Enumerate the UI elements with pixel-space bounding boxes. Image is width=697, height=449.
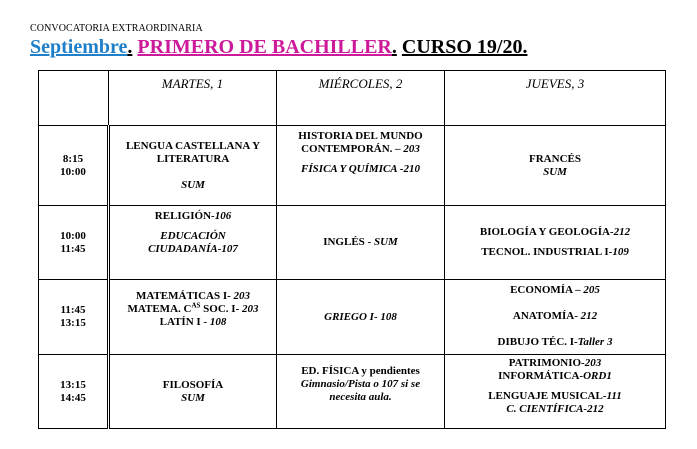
exam-subject: HISTORIA DEL MUNDO CONTEMPORÁN. xyxy=(298,130,423,155)
exam-subject-2: MATEMA. C xyxy=(127,303,192,315)
title-sep-2: . xyxy=(391,36,397,58)
time-end: 11:45 xyxy=(60,242,86,255)
exam-room-3: 111 xyxy=(606,390,622,402)
time-slot xyxy=(39,206,109,280)
convocatoria-label: CONVOCATORIA EXTRAORDINARIA xyxy=(30,23,203,34)
exam-note: Gimnasio/Pista o 107 si se necesita aula. xyxy=(300,378,421,403)
exam-subject: BIOLOGÍA Y GEOLOGÍA- xyxy=(479,226,614,238)
exam-room: 106 xyxy=(214,210,232,222)
exam-subject-4: C. CIENTÍFICA-212 xyxy=(506,403,604,415)
table-row xyxy=(39,280,666,355)
exam-subject-2: INFORMÁTICA- xyxy=(498,370,584,382)
exam-room: 203 xyxy=(233,290,251,302)
title-level: PRIMERO DE BACHILLER xyxy=(137,36,392,58)
exam-subject: LENGUA CASTELLANA Y LITERATURA xyxy=(125,139,261,165)
exam-cell-martes xyxy=(109,355,277,429)
time-start: 11:45 xyxy=(60,304,86,316)
time-start: 13:15 xyxy=(60,378,86,391)
page-title xyxy=(30,36,527,59)
exam-subject: PATRIMONIO- xyxy=(508,357,585,369)
title-course: CURSO 19/20. xyxy=(401,36,528,58)
exam-subject-2: EDUCACIÓN CIUDADANÍA-107 xyxy=(148,230,238,255)
exam-subject: RELIGIÓN- xyxy=(154,210,215,222)
column-header-jueves: JUEVES, 3 xyxy=(445,71,666,126)
table-header-row xyxy=(39,71,666,126)
exam-cell-miercoles xyxy=(277,206,445,280)
exam-room-2: 109 xyxy=(612,246,629,258)
exam-subject: MATEMÁTICAS I- xyxy=(135,290,231,302)
exam-room-2: 212 xyxy=(580,310,598,322)
exam-room: SUM xyxy=(181,178,205,191)
time-slot xyxy=(39,280,109,355)
exam-cell-miercoles xyxy=(277,126,445,206)
exam-room-3: 108 xyxy=(209,316,227,328)
table-row xyxy=(39,126,666,206)
exam-cell-jueves xyxy=(445,126,666,206)
column-header-martes: MARTES, 1 xyxy=(109,71,277,126)
exam-subject-2: ANATOMÍA- xyxy=(512,310,578,322)
exam-subject: GRIEGO I- 108 xyxy=(324,310,397,323)
exam-room: SUM xyxy=(373,236,398,248)
exam-room: 212 xyxy=(613,226,631,238)
exam-room-2: ORD1 xyxy=(583,370,612,382)
title-sep-1: . xyxy=(127,36,133,58)
table-row xyxy=(39,206,666,280)
exam-cell-martes xyxy=(109,280,277,355)
exam-cell-martes xyxy=(109,126,277,206)
exam-subject-3: LATÍN I - xyxy=(159,316,208,328)
exam-subject: INGLÉS - xyxy=(323,236,372,248)
exam-cell-miercoles xyxy=(277,355,445,429)
exam-subject-3: LENGUAJE MUSICAL- xyxy=(488,390,607,402)
exam-room-3: Taller 3 xyxy=(577,336,613,348)
exam-subject: ECONOMÍA – xyxy=(510,284,581,296)
header-time-cell xyxy=(39,71,109,126)
exam-room-2: 203 xyxy=(241,303,259,315)
exam-room: – 203 xyxy=(395,143,420,155)
time-end: 13:15 xyxy=(60,317,86,329)
exam-cell-martes xyxy=(109,206,277,280)
exam-subject: FRANCÉS xyxy=(529,152,581,165)
exam-cell-jueves xyxy=(445,206,666,280)
exam-room: 203 xyxy=(584,357,602,369)
time-start: 8:15 xyxy=(62,152,84,165)
time-end: 10:00 xyxy=(60,165,86,178)
exam-schedule-table xyxy=(38,70,666,429)
exam-cell-jueves xyxy=(445,280,666,355)
exam-subject-2-sup: AS xyxy=(191,301,201,310)
column-header-miercoles: MIÉRCOLES, 2 xyxy=(277,71,445,126)
exam-room: SUM xyxy=(543,165,567,178)
exam-cell-jueves xyxy=(445,355,666,429)
exam-subject-3: DIBUJO TÉC. I- xyxy=(497,336,578,348)
exam-cell-miercoles xyxy=(277,280,445,355)
title-month: Septiembre xyxy=(30,36,128,58)
exam-subject: FILOSOFÍA xyxy=(162,378,224,391)
exam-subject-2-b: SOC. I- xyxy=(203,303,240,315)
table-row xyxy=(39,355,666,429)
exam-subject: ED. FÍSICA y pendientes xyxy=(301,365,420,377)
exam-room: 205 xyxy=(583,284,600,296)
time-start: 10:00 xyxy=(60,229,86,242)
time-slot xyxy=(39,126,109,206)
exam-room: SUM xyxy=(181,391,205,404)
exam-subject-2: FÍSICA Y QUÍMICA -210 xyxy=(301,163,420,175)
time-end: 14:45 xyxy=(60,391,86,404)
time-slot xyxy=(39,355,109,429)
exam-subject-2: TECNOL. INDUSTRIAL I- xyxy=(481,246,613,258)
